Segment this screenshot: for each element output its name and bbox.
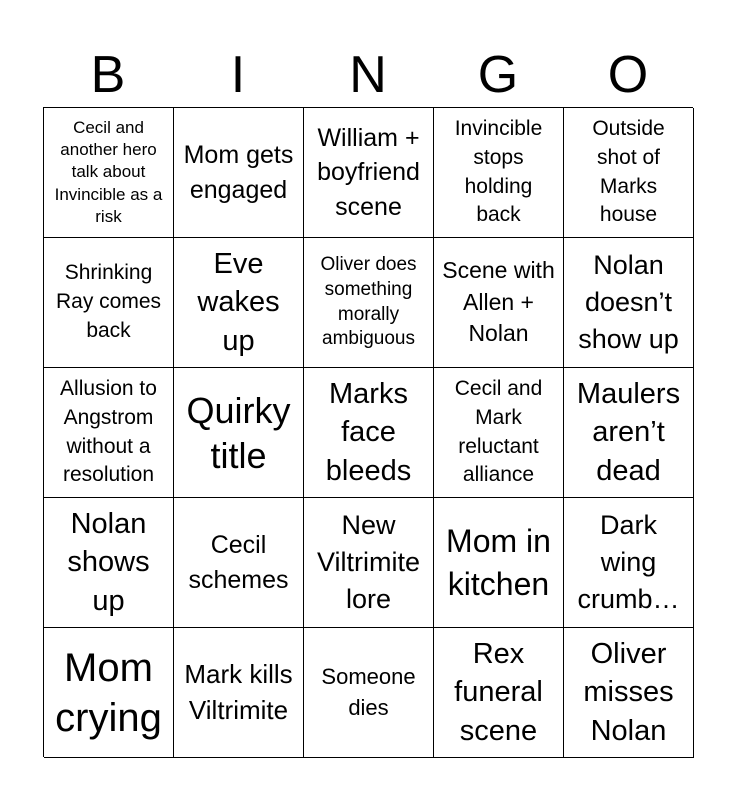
cell-label: Marks face bleeds [325, 378, 412, 487]
bingo-cell-r0-c4[interactable] [564, 108, 694, 238]
cell-label: Oliver misses Nolan [583, 638, 674, 747]
cell-label: Mom gets engaged [183, 141, 294, 204]
bingo-cell-r1-c2[interactable] [304, 238, 434, 368]
bingo-cell-r3-c4[interactable] [564, 498, 694, 628]
cell-label: Rex funeral scene [454, 638, 543, 747]
cell-label: Mark kills Viltrimite [184, 658, 293, 725]
cell-label: William + boyfriend scene [317, 124, 420, 221]
cell-label: Cecil schemes [188, 531, 289, 594]
cell-label: Oliver does something morally ambiguous [320, 254, 417, 350]
cell-label: Scene with Allen + Nolan [442, 257, 555, 347]
bingo-cell-r4-c1[interactable] [174, 628, 304, 758]
bingo-cell-r2-c0[interactable] [44, 368, 174, 498]
cell-label: Dark wing crumb… [577, 510, 680, 614]
header-letter-o: O [607, 46, 649, 104]
cell-label: Mom crying [55, 645, 162, 740]
bingo-cell-r4-c0[interactable] [44, 628, 174, 758]
bingo-cell-r4-c4[interactable] [564, 628, 694, 758]
cell-label: Eve wakes up [197, 248, 280, 357]
bingo-cell-r0-c0[interactable] [44, 108, 174, 238]
cell-label: Nolan shows up [67, 508, 150, 617]
cell-label: Quirky title [186, 389, 291, 476]
cell-label: Cecil and Mark reluctant alliance [454, 376, 543, 487]
cell-label: Cecil and another hero talk about Invincible as a risk [54, 118, 163, 226]
bingo-cell-r0-c3[interactable] [434, 108, 564, 238]
bingo-cell-r3-c1[interactable] [174, 498, 304, 628]
cell-label: Invincible stops holding back [454, 116, 543, 227]
bingo-cell-r3-c3[interactable] [434, 498, 564, 628]
bingo-header [43, 44, 693, 106]
bingo-cell-r3-c2[interactable] [304, 498, 434, 628]
cell-label: Shrinking Ray comes back [55, 261, 162, 342]
header-letter-b: B [90, 46, 126, 104]
bingo-cell-r1-c4[interactable] [564, 238, 694, 368]
bingo-board [43, 107, 693, 757]
cell-label: Maulers aren’t dead [576, 378, 681, 487]
cell-label: New Viltrimite lore [316, 510, 421, 614]
bingo-cell-r1-c3[interactable] [434, 238, 564, 368]
cell-label: Someone dies [321, 664, 416, 720]
bingo-cell-r4-c2[interactable] [304, 628, 434, 758]
bingo-cell-r0-c2[interactable] [304, 108, 434, 238]
bingo-cell-r2-c2[interactable] [304, 368, 434, 498]
bingo-cell-r3-c0[interactable] [44, 498, 174, 628]
header-letter-i: I [230, 46, 246, 104]
bingo-cell-r2-c3[interactable] [434, 368, 564, 498]
header-letter-g: G [477, 46, 519, 104]
bingo-cell-r0-c1[interactable] [174, 108, 304, 238]
bingo-cell-r1-c0[interactable] [44, 238, 174, 368]
cell-label: Mom in kitchen [446, 523, 551, 602]
bingo-cell-r2-c1[interactable] [174, 368, 304, 498]
bingo-cell-r4-c3[interactable] [434, 628, 564, 758]
cell-label: Allusion to Angstrom without a resolution [60, 376, 157, 487]
header-letter-n: N [349, 46, 387, 104]
bingo-cell-r2-c4[interactable] [564, 368, 694, 498]
bingo-cell-r1-c1[interactable] [174, 238, 304, 368]
cell-label: Outside shot of Marks house [592, 116, 665, 227]
cell-label: Nolan doesn’t show up [578, 250, 679, 354]
